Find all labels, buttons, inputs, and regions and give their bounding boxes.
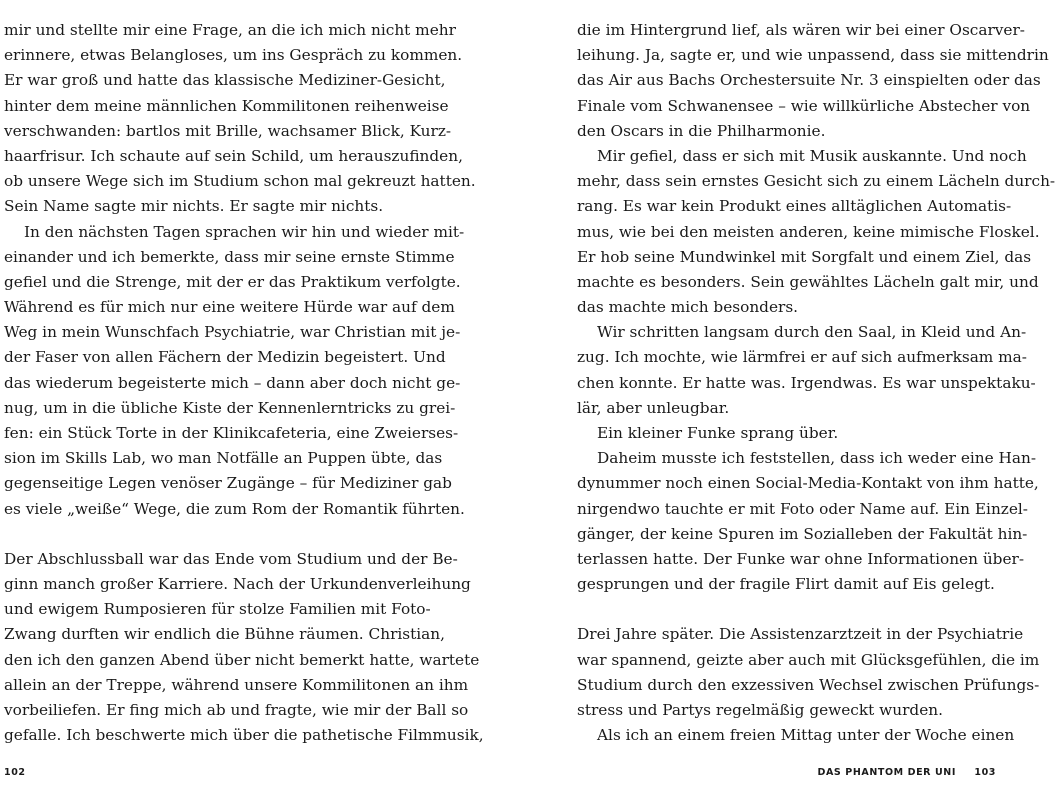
text-line: leihung. Ja, sagte er, und wie unpassend, dass sie mittendrin	[577, 46, 1049, 65]
text-line: der Faser von allen Fächern der Medizin begeistert. Und	[4, 348, 446, 367]
text-line: Er war groß und hatte das klassische Mediziner-Gesicht,	[4, 71, 446, 90]
text-line: das machte mich besonders.	[577, 298, 799, 317]
text-line: gänger, der keine Spuren im Sozialleben der Fakultät hin-	[577, 524, 1028, 543]
text-line: Der Abschlussball war das Ende vom Studium und der Be-	[4, 549, 458, 568]
paragraph	[577, 18, 1049, 144]
text-line: erinnere, etwas Belangloses, um ins Gespräch zu kommen.	[4, 46, 463, 65]
left-page	[4, 18, 484, 748]
paragraph	[4, 220, 465, 522]
text-line: fen: ein Stück Torte in der Klinikcafeteria, eine Zweierses-	[4, 424, 459, 442]
text-line: Während es für mich nur eine weitere Hürde war auf dem	[4, 298, 455, 317]
text-line: die im Hintergrund lief, als wären wir bei einer Oscarver-	[577, 21, 1025, 39]
text-line: mus, wie bei den meisten anderen, keine mimische Floskel.	[577, 222, 1040, 241]
paragraph	[4, 18, 476, 220]
text-line: Weg in mein Wunschfach Psychiatrie, war Christian mit je-	[4, 323, 461, 342]
text-line: das Air aus Bachs Orchestersuite Nr. 3 einspielten oder das	[577, 71, 1041, 90]
text-line: stress und Partys regelmäßig geweckt wurden.	[577, 700, 943, 719]
text-line: vorbeiliefen. Er fing mich ab und fragte, wie mir der Ball so	[4, 700, 469, 719]
text-line: verschwanden: bartlos mit Brille, wachsamer Blick, Kurz-	[4, 121, 452, 140]
page-number-left: 102	[4, 767, 26, 778]
text-line: Daheim musste ich feststellen, dass ich weder eine Han-	[597, 449, 1037, 468]
text-line: es viele „weiße“ Wege, die zum Rom der Romantik führten.	[4, 499, 465, 518]
text-line: den Oscars in die Philharmonie.	[577, 121, 826, 140]
text-line: hinter dem meine männlichen Kommilitonen reihenweise	[4, 96, 449, 115]
section-break	[4, 522, 429, 547]
text-line: Drei Jahre später. Die Assistenzarztzeit in der Psychiatrie	[577, 625, 1024, 644]
text-line: mir und stellte mir eine Frage, an die ich mich nicht mehr	[4, 21, 456, 39]
text-line: Finale vom Schwanensee – wie willkürliche Abstecher von	[577, 96, 1031, 115]
paragraph	[577, 144, 1055, 320]
paragraph	[577, 446, 1039, 597]
paragraph	[4, 547, 484, 749]
text-line: lär, aber unleugbar.	[577, 398, 730, 417]
text-line: Zwang durften wir endlich die Bühne räumen. Christian,	[4, 625, 446, 644]
text-line: In den nächsten Tagen sprachen wir hin und wieder mit-	[24, 222, 465, 241]
text-line: mehr, dass sein ernstes Gesicht sich zu einem Lächeln durch-	[577, 172, 1055, 191]
text-line: Studium durch den exzessiven Wechsel zwischen Prüfungs-	[577, 675, 1040, 694]
text-line: gefalle. Ich beschwerte mich über die pathetische Filmmusik,	[4, 726, 484, 745]
text-line: Sein Name sagte mir nichts. Er sagte mir nichts.	[4, 197, 384, 216]
text-line: Mir gefiel, dass er sich mit Musik auskannte. Und noch	[597, 146, 1027, 165]
text-line: allein an der Treppe, während unsere Kommilitonen an ihm	[4, 675, 469, 694]
text-line: Wir schritten langsam durch den Saal, in Kleid und An-	[597, 323, 1027, 342]
text-line: machte es besonders. Sein gewähltes Lächeln galt mir, und	[577, 272, 1039, 291]
text-line: rang. Es war kein Produkt eines alltäglichen Automatis-	[577, 197, 1012, 216]
running-head: DAS PHANTOM DER UNI	[817, 767, 956, 778]
text-line: haarfrisur. Ich schaute auf sein Schild, um herauszufinden,	[4, 146, 463, 165]
paragraph	[577, 320, 1036, 421]
text-line: zug. Ich mochte, wie lärmfrei er auf sich aufmerksam ma-	[577, 348, 1027, 367]
text-line: das wiederum begeisterte mich – dann aber doch nicht ge-	[4, 373, 461, 392]
text-line: gesprungen und der fragile Flirt damit auf Eis gelegt.	[577, 575, 995, 594]
text-line: dynummer noch einen Social-Media-Kontakt von ihm hatte,	[577, 474, 1039, 493]
text-line: nug, um in die übliche Kiste der Kennenlerntricks zu grei-	[4, 398, 456, 417]
section-break	[577, 597, 1002, 622]
text-line: den ich den ganzen Abend über nicht bemerkt hatte, wartete	[4, 650, 480, 669]
text-line: gegenseitige Legen venöser Zugänge – für Mediziner gab	[4, 474, 452, 493]
paragraph	[577, 622, 1040, 723]
text-line: Er hob seine Mundwinkel mit Sorgfalt und einem Ziel, das	[577, 247, 1032, 266]
text-line: sion im Skills Lab, wo man Notfälle an Puppen übte, das	[4, 449, 443, 468]
text-line: terlassen hatte. Der Funke war ohne Informationen über-	[577, 549, 1024, 568]
text-line: gefiel und die Strenge, mit der er das Praktikum verfolgte.	[4, 272, 461, 291]
text-line: Ein kleiner Funke sprang über.	[597, 424, 839, 442]
text-line: war spannend, geizte aber auch mit Glücksgefühlen, die im	[577, 650, 1040, 669]
text-line: nirgendwo tauchte er mit Foto oder Name auf. Ein Einzel-	[577, 499, 1028, 518]
text-line: chen konnte. Er hatte was. Irgendwas. Es war unspektaku-	[577, 373, 1036, 392]
text-line: und ewigem Rumposieren für stolze Familien mit Foto-	[4, 600, 431, 619]
text-line: Als ich an einem freien Mittag unter der Woche einen	[597, 726, 1015, 745]
text-line: einander und ich bemerkte, dass mir seine ernste Stimme	[4, 247, 455, 266]
page-number-right: 103	[974, 767, 996, 778]
text-line: ginn manch großer Karriere. Nach der Urkundenverleihung	[4, 574, 471, 593]
right-page	[577, 18, 1055, 748]
paragraph	[577, 421, 1002, 446]
paragraph	[577, 723, 1015, 748]
text-line: ob unsere Wege sich im Studium schon mal gekreuzt hatten.	[4, 172, 476, 191]
